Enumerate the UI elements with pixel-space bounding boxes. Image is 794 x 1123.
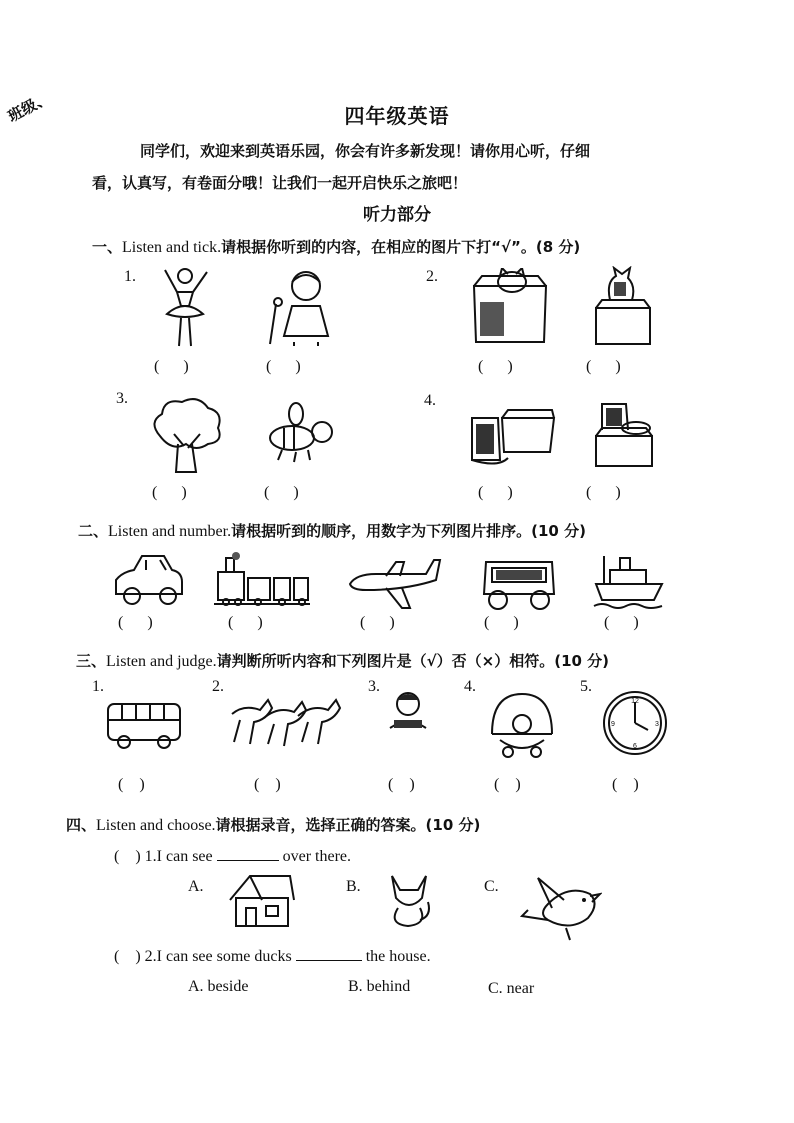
s1-num-3: 3. bbox=[116, 390, 128, 407]
horses-picture bbox=[224, 694, 352, 750]
section-1-en: Listen and tick. bbox=[122, 239, 222, 256]
s3-paren-3[interactable]: ( ) bbox=[388, 776, 415, 793]
cable-car-picture bbox=[486, 690, 558, 762]
q1-answer-paren[interactable]: ( ) bbox=[114, 848, 141, 865]
s3-num-2: 2. bbox=[212, 678, 224, 695]
boy-picture bbox=[384, 686, 430, 738]
s1-paren-3[interactable]: ( ) bbox=[478, 358, 513, 375]
s1-paren-2[interactable]: ( ) bbox=[266, 358, 301, 375]
train-picture bbox=[214, 552, 310, 608]
s2-paren-3[interactable]: ( ) bbox=[360, 614, 395, 631]
s3-num-4: 4. bbox=[464, 678, 476, 695]
s3-num-5: 5. bbox=[580, 678, 592, 695]
q2-blank[interactable] bbox=[296, 946, 362, 961]
section-3-en: Listen and judge. bbox=[106, 653, 217, 670]
section-4-en: Listen and choose. bbox=[96, 817, 216, 834]
section-1-heading bbox=[92, 236, 580, 257]
s3-paren-2[interactable]: ( ) bbox=[254, 776, 281, 793]
section-1-cn: 请根据你听到的内容，在相应的图片下打“√”。(8 分) bbox=[221, 238, 581, 256]
q2-option-a[interactable]: A. beside bbox=[188, 978, 249, 995]
car-picture bbox=[112, 550, 186, 608]
q1-blank[interactable] bbox=[217, 846, 279, 861]
s3-paren-1[interactable]: ( ) bbox=[118, 776, 145, 793]
section-2-heading bbox=[78, 520, 586, 541]
s1-paren-5[interactable]: ( ) bbox=[152, 484, 187, 501]
shoes-on-box-picture bbox=[592, 400, 658, 470]
svg-text:9: 9 bbox=[611, 721, 615, 728]
section-2-en: Listen and number. bbox=[108, 523, 232, 540]
q1-text-after: over there. bbox=[282, 848, 352, 865]
class-label: 班级、 bbox=[4, 88, 54, 126]
cat-on-box-picture bbox=[592, 266, 654, 348]
q2-text-after: the house. bbox=[365, 948, 431, 965]
house-picture bbox=[226, 870, 298, 930]
section-1-prefix: 一、 bbox=[92, 238, 123, 256]
s1-paren-1[interactable]: ( ) bbox=[154, 358, 189, 375]
ship-picture bbox=[592, 548, 666, 612]
q1-line bbox=[114, 846, 351, 866]
s2-paren-5[interactable]: ( ) bbox=[604, 614, 639, 631]
q2-answer-paren[interactable]: ( ) bbox=[114, 948, 141, 965]
singer-picture bbox=[262, 266, 342, 348]
cat-in-box-picture bbox=[468, 268, 552, 346]
q1-text-before: 1.I can see bbox=[144, 848, 213, 865]
q2-line bbox=[114, 946, 431, 966]
s3-num-3: 3. bbox=[368, 678, 380, 695]
q2-option-b[interactable]: B. behind bbox=[348, 978, 411, 995]
section-3-heading bbox=[76, 650, 609, 671]
s1-paren-8[interactable]: ( ) bbox=[586, 484, 621, 501]
page-title: 四年级英语 bbox=[344, 104, 450, 128]
s3-paren-5[interactable]: ( ) bbox=[612, 776, 639, 793]
q1-option-c-label: C. bbox=[484, 878, 499, 895]
s3-num-1: 1. bbox=[92, 678, 104, 695]
section-4-heading bbox=[66, 814, 480, 835]
ballerina-picture bbox=[155, 262, 217, 350]
intro-line-2: 看，认真写，有卷面分哦！让我们一起开启快乐之旅吧！ bbox=[92, 174, 468, 192]
q2-text-before: 2.I can see some ducks bbox=[144, 948, 292, 965]
s2-paren-2[interactable]: ( ) bbox=[228, 614, 263, 631]
s3-paren-4[interactable]: ( ) bbox=[494, 776, 521, 793]
intro-line-1: 同学们，欢迎来到英语乐园，你会有许多新发现！请你用心听，仔细 bbox=[140, 142, 591, 160]
clock-picture bbox=[600, 688, 670, 758]
section-2-prefix: 二、 bbox=[78, 522, 109, 540]
bus-picture bbox=[104, 700, 184, 750]
section-3-prefix: 三、 bbox=[76, 652, 107, 670]
svg-text:6: 6 bbox=[633, 743, 637, 750]
s1-num-1: 1. bbox=[124, 268, 136, 285]
jeep-picture bbox=[478, 548, 560, 612]
s2-paren-1[interactable]: ( ) bbox=[118, 614, 153, 631]
s1-paren-4[interactable]: ( ) bbox=[586, 358, 621, 375]
s1-paren-6[interactable]: ( ) bbox=[264, 484, 299, 501]
s1-num-2: 2. bbox=[426, 268, 438, 285]
tree-picture bbox=[146, 396, 226, 474]
s2-paren-4[interactable]: ( ) bbox=[484, 614, 519, 631]
bird-picture bbox=[518, 874, 602, 944]
bee-picture bbox=[262, 402, 342, 464]
airplane-picture bbox=[346, 554, 442, 612]
svg-text:12: 12 bbox=[631, 698, 639, 705]
shoes-beside-box-picture bbox=[468, 400, 558, 466]
s1-paren-7[interactable]: ( ) bbox=[478, 484, 513, 501]
q2-option-c[interactable]: C. near bbox=[488, 980, 535, 997]
fox-picture bbox=[384, 872, 434, 930]
section-3-cn: 请判断所听内容和下列图片是（√）否（×）相符。(10 分) bbox=[216, 652, 610, 670]
section-4-prefix: 四、 bbox=[66, 816, 97, 834]
section-2-cn: 请根据听到的顺序，用数字为下列图片排序。(10 分) bbox=[231, 522, 586, 540]
q1-option-a-label: A. bbox=[188, 878, 204, 895]
q1-option-b-label: B. bbox=[346, 878, 361, 895]
section-heading-listening: 听力部分 bbox=[363, 205, 431, 225]
section-4-cn: 请根据录音，选择正确的答案。(10 分) bbox=[215, 816, 481, 834]
svg-text:3: 3 bbox=[655, 721, 659, 728]
s1-num-4: 4. bbox=[424, 392, 436, 409]
